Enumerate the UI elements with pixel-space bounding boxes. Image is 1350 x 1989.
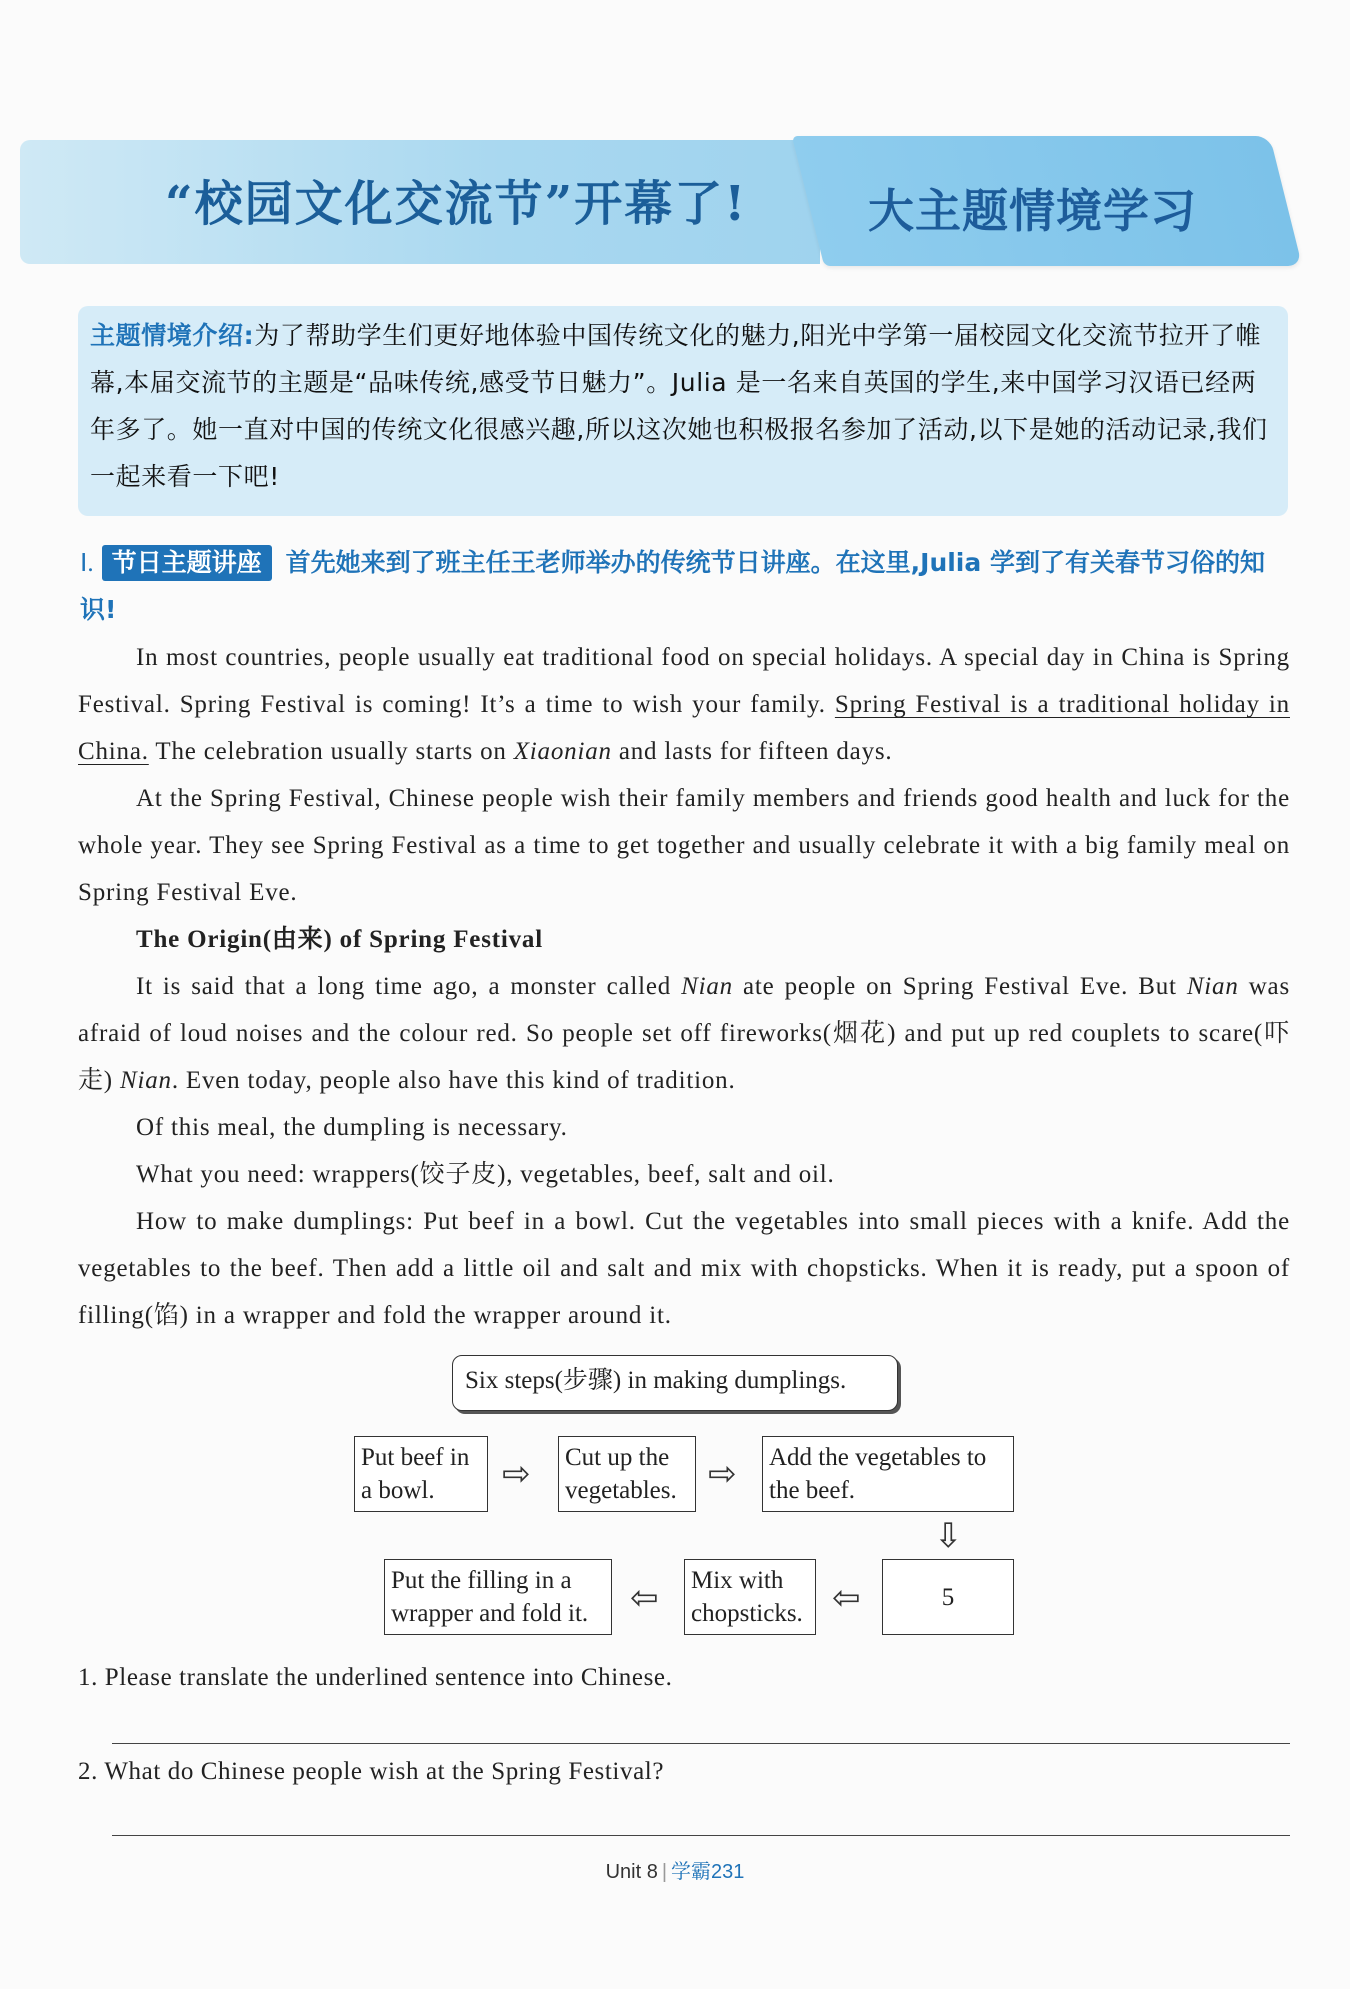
underlined-sentence: Spring Festival is a traditional holiday in China. [78, 691, 1290, 765]
footer-separator: | [661, 1861, 668, 1883]
paragraph-3-text-b: ate people on Spring Festival Eve. But [732, 973, 1187, 1000]
arrow-right-icon: ⇨ [708, 1454, 737, 1494]
section-number: Ⅰ. [80, 550, 94, 577]
question-2: 2. What do Chinese people wish at the Spring Festival? [78, 1758, 665, 1785]
answer-line-2[interactable] [112, 1835, 1290, 1836]
step-box-4-blank: 5 [882, 1559, 1014, 1635]
paragraph-1-text-a: In most countries, people usually eat traditional food on special holidays. A special day in China is Spring Festival. Spring Festival is coming! It’s a time to wish your family. [78, 644, 1290, 718]
paragraph-3 [78, 963, 1290, 1104]
paragraph-3-text-a: It is said that a long time ago, a monster called [136, 973, 682, 1000]
step-box-1: Put beef in a bowl. [354, 1436, 488, 1512]
paragraph-3-text-c: was afraid of loud noises and the colour red. So people set off fireworks(烟花) and put up red couplets to scare(吓走) [78, 973, 1290, 1094]
banner-subtitle: 大主题情境学习 [868, 184, 1197, 238]
paragraph-3-text-d: . Even today, people also have this kind of tradition. [171, 1067, 736, 1094]
section-heading [80, 540, 1290, 633]
step-box-2: Cut up the vegetables. [558, 1436, 696, 1512]
italic-nian: Nian [119, 1067, 172, 1094]
arrow-right-icon: ⇨ [502, 1454, 531, 1494]
arrow-left-icon: ⇦ [832, 1578, 861, 1618]
arrow-left-icon: ⇦ [630, 1578, 659, 1618]
step-box-5: Mix with chopsticks. [684, 1559, 816, 1635]
italic-xiaonian: Xiaonian [513, 738, 612, 765]
step-box-3: Add the vegetables to the beef. [762, 1436, 1014, 1512]
footer-unit: Unit 8 [605, 1861, 658, 1883]
reading-passage [78, 634, 1290, 1339]
origin-subheading: The Origin(由来) of Spring Festival [136, 926, 543, 953]
paragraph-5: What you need: wrappers(饺子皮), vegetables, beef, salt and oil. [136, 1161, 835, 1188]
diagram-title-box: Six steps(步骤) in making dumplings. [452, 1355, 898, 1411]
page-footer [0, 1855, 1350, 1884]
intro-text [90, 312, 1280, 500]
arrow-down-icon: ⇩ [934, 1516, 963, 1556]
italic-nian: Nian [1186, 973, 1239, 1000]
italic-nian: Nian [681, 973, 733, 1000]
section-badge: 节日主题讲座 [102, 545, 272, 581]
paragraph-4: Of this meal, the dumpling is necessary. [136, 1114, 568, 1141]
section-heading-text: 首先她来到了班主任王老师举办的传统节日讲座。在这里,Julia 学到了有关春节习俗的知识! [80, 548, 1265, 624]
answer-line-1[interactable] [112, 1743, 1290, 1744]
footer-page-number: 学霸231 [671, 1861, 745, 1883]
intro-body: 为了帮助学生们更好地体验中国传统文化的魅力,阳光中学第一届校园文化交流节拉开了帷幕,本届交流节的主题是“品味传统,感受节日魅力”。Julia 是一名来自英国的学生,来中国学习汉语已经两年多了。她一直对中国的传统文化很感兴趣,所以这次她也积极报名参加了活动,以下是她的活动记录,我们一起来看一下吧! [90, 321, 1268, 491]
paragraph-1-text-c: and lasts for fifteen days. [611, 738, 893, 765]
paragraph-1 [78, 634, 1290, 775]
paragraph-6: How to make dumplings: Put beef in a bowl. Cut the vegetables into small pieces with a knife. Add the vegetables to the beef. Then add a little oil and salt and mix with chopsticks. When it is ready, put a spoon of filling(馅) in a wrapper and fold the wrapper around it. [78, 1208, 1290, 1329]
paragraph-1-text-b: The celebration usually starts on [148, 738, 514, 765]
question-1: 1. Please translate the underlined sentence into Chinese. [78, 1664, 673, 1691]
step-box-6: Put the filling in a wrapper and fold it. [384, 1559, 612, 1635]
banner-title: “校园文化交流节”开幕了! [165, 176, 748, 232]
paragraph-2: At the Spring Festival, Chinese people wish their family members and friends good health and luck for the whole year. They see Spring Festival as a time to get together and usually celebrate it with a big family meal on Spring Festival Eve. [78, 785, 1290, 906]
intro-label: 主题情境介绍: [90, 321, 255, 350]
